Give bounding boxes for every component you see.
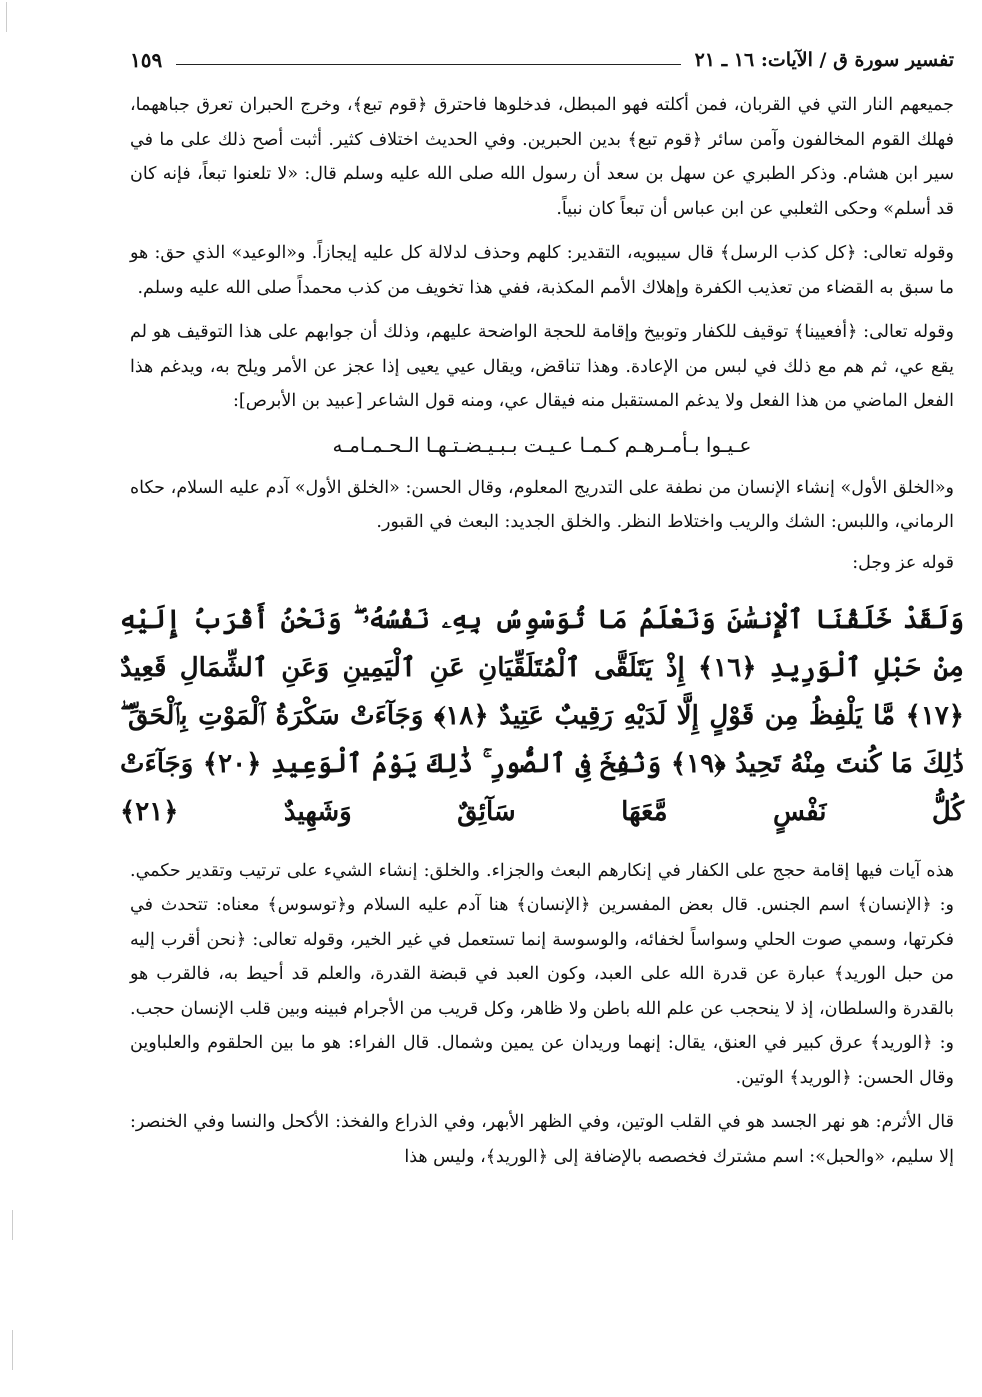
running-header [130, 40, 954, 80]
page [120, 40, 964, 1377]
scan-edge-mark [12, 1210, 13, 1240]
scan-edge-mark [12, 1330, 13, 1370]
paragraph: قال الأثرم: هو نهر الجسد هو في القلب الوتين، وفي الظهر الأبهر، وفي الذراع والفخذ: الأكحل والنسا وفي الخنصر: إلا سليم، «والحبل»: اسم مشترك فخصصه بالإضافة إلى ﴿الوريد﴾، وليس هذا [130, 1112, 954, 1167]
running-title: تفسير سورة ق / الآيات: ١٦ ـ ٢١ [694, 49, 954, 71]
verse-intro: قوله عز وجل: [852, 552, 954, 573]
paragraph: وقوله تعالى: ﴿أفعيينا﴾ توقيف للكفار وتوبيخ وإقامة للحجة الواضحة عليهم، وذلك أن جوابهم على هذا التوقيف هو لم يقع عي، ثم هم مع ذلك في لبس من الإعادة. وهذا تناقض، ويقال عيي يعيى إذا عجز عن الأمر ويلح به، ويدغم هذا الفعل الماضي من هذا الفعل ولا يدغم المستقبل منه فيقال عي، ومنه قول الشاعر [عبيد بن الأبرص]: [130, 322, 954, 411]
paragraph: و«الخلق الأول» إنشاء الإنسان من نطفة على التدريج المعلوم، وقال الحسن: «الخلق الأول» آدم عليه السلام، حكاه الرماني، واللبس: الشك والريب واختلاط النظر. والخلق الجديد: البعث في القبور. [130, 477, 954, 532]
paragraph: هذه آيات فيها إقامة حجج على الكفار في إنكارهم البعث والجزاء. والخلق: إنشاء الشيء على ترتيب وتقدير حكمي. و: ﴿الإنسان﴾ اسم الجنس. قال بعض المفسرين ﴿الإنسان﴾ هنا آدم عليه السلام و﴿توسوس﴾ معناه: تتحدث في فكرتها، وسمي صوت الحلي وسواساً لخفائه، والوسوسة إنما تستعمل في غير الخير، وقوله تعالى: ﴿نحن أقرب إليه من حبل الوريد﴾ عبارة عن قدرة الله على العبد، وكون العبد في قبضة القدرة، والعلم قد أحيط به، فالقرب هو بالقدرة والسلطان، إذ لا ينحجب عن علم الله باطن ولا ظاهر، وكل قريب من الأجرام فبينه وبين قلب الإنسان حجب. و: ﴿الوريد﴾ عرق كبير في العنق، يقال: إنهما وريدان عن يمين وشمال. قال الفراء: هو ما بين الحلقوم والعلباوين وقال الحسن: ﴿الوريد﴾ الوتين. [130, 860, 954, 1088]
poetry-verse: عـيـوا بـأمـرهـم كـمـا عـيـت بـبـيـضـتـهـا الـحـمـامـه [332, 432, 752, 457]
page-number: ١٥٩ [130, 48, 163, 72]
paragraph: جميعهم النار التي في القربان، فمن أكلته فهو المبطل، فدخلوها فاحترق ﴿قوم تبع﴾، وخرج الحبران تعرق جباههما، فهلك القوم المخالفون وآمن سائر ﴿قوم تبع﴾ بدين الحبرين. وفي الحديث اختلاف كثير. أثبت أصح ذلك على ما في سير ابن هشام. وذكر الطبري عن سهل بن سعد أن رسول الله صلى الله عليه وسلم قال: «لا تلعنوا تبعاً، فإنه كان قد أسلم» وحكى الثعلبي عن ابن عباس أن تبعاً كان نبياً. [130, 95, 954, 219]
paragraph: وقوله تعالى: ﴿كل كذب الرسل﴾ قال سيبويه، التقدير: كلهم وحذف لدلالة كل عليه إيجازاً. و«الوعيد» الذي حق: هو ما سبق به القضاء من تعذيب الكفرة وإهلاك الأمم المكذبة، ففي هذا تخويف من كذب محمداً صلى الله عليه وسلم. [130, 243, 954, 298]
scan-edge-mark [6, 2, 7, 32]
quran-verses: وَلَقَدْ خَلَقْنَا ٱلْإِنسَٰنَ وَنَعْلَمُ مَا تُوَسْوِسُ بِهِۦ نَفْسُهُۥ ۖ وَنَحْنُ أَقْرَبُ إِلَيْهِ مِنْ حَبْلِ ٱلْوَرِيدِ ﴿١٦﴾ إِذْ يَتَلَقَّى ٱلْمُتَلَقِّيَانِ عَنِ ٱلْيَمِينِ وَعَنِ ٱلشِّمَالِ قَعِيدٌ ﴿١٧﴾ مَّا يَلْفِظُ مِن قَوْلٍ إِلَّا لَدَيْهِ رَقِيبٌ عَتِيدٌ ﴿١٨﴾ وَجَآءَتْ سَكْرَةُ ٱلْمَوْتِ بِٱلْحَقِّ ۖ ذَٰلِكَ مَا كُنتَ مِنْهُ تَحِيدُ ﴿١٩﴾ وَنُفِخَ فِى ٱلصُّورِ ۚ ذَٰلِكَ يَوْمُ ٱلْوَعِيدِ ﴿٢٠﴾ وَجَآءَتْ كُلُّ نَفْسٍ مَّعَهَا سَآئِقٌ وَشَهِيدٌ ﴿٢١﴾ [120, 604, 964, 827]
header-rule [176, 64, 680, 65]
